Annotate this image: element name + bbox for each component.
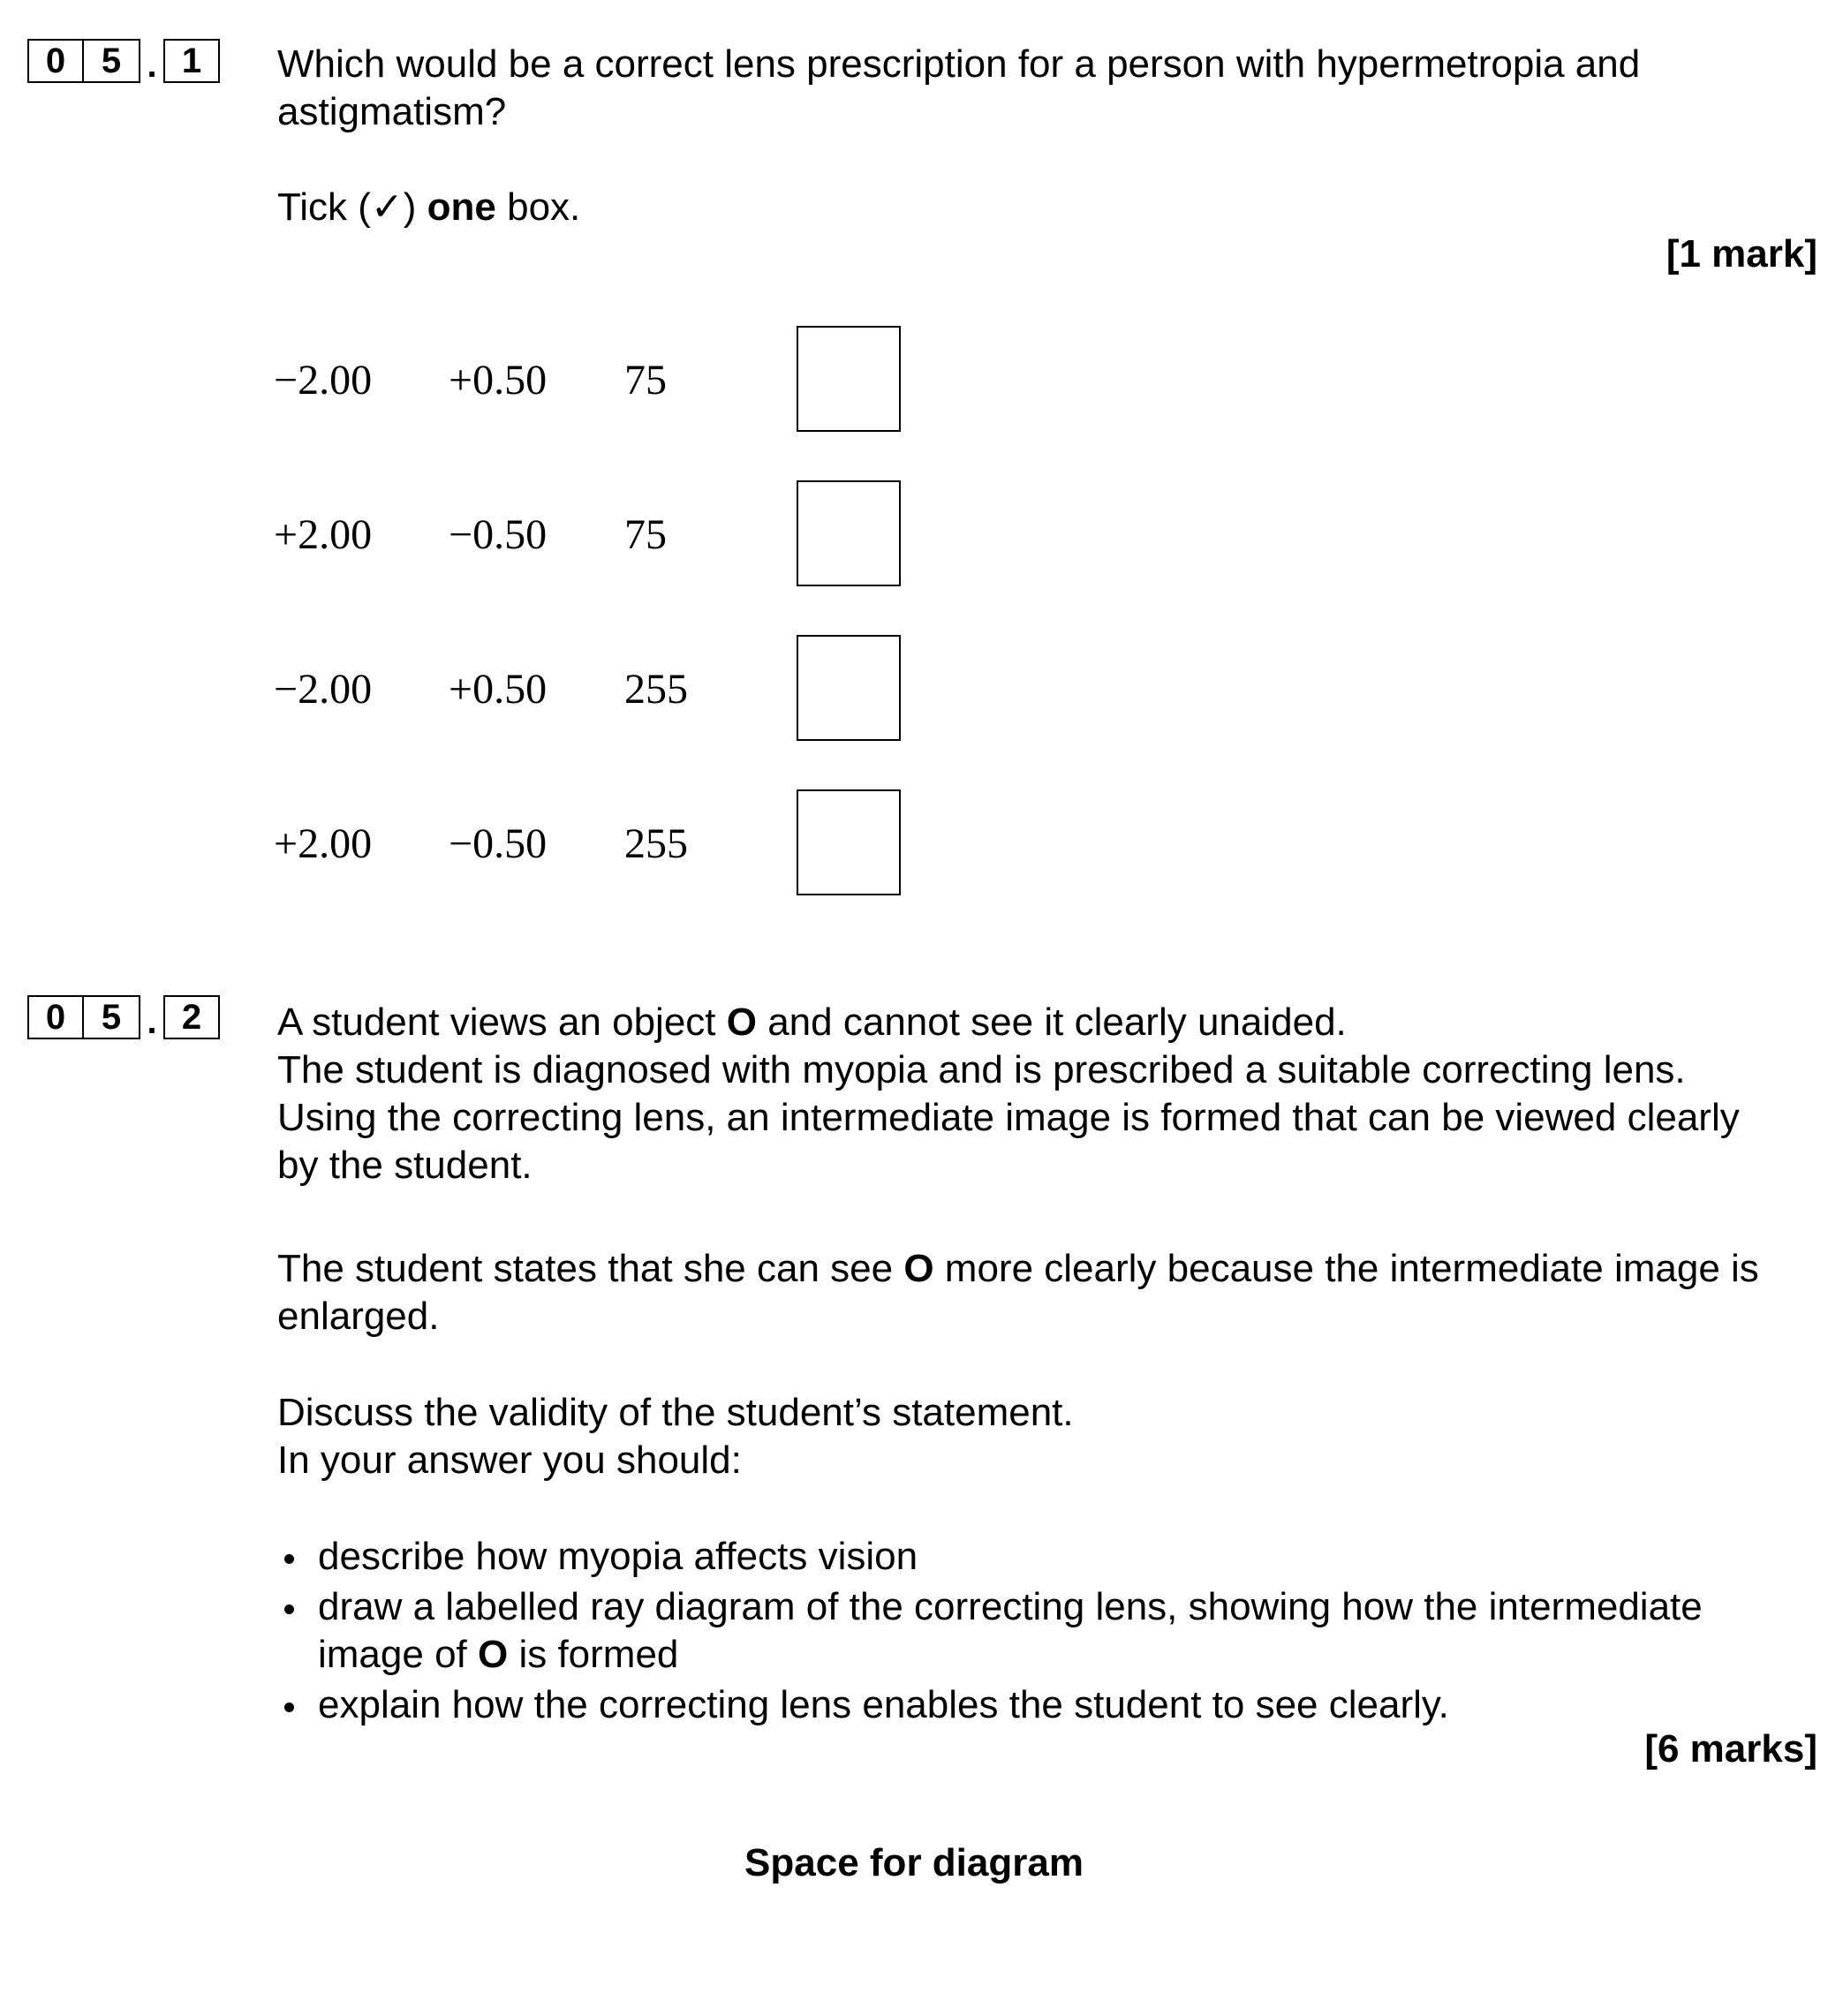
question-number-digit: 0 <box>27 39 84 83</box>
option-cylinder: +0.50 <box>449 357 548 404</box>
paragraph-line: A student views an object O and cannot see it clearly unaided. <box>277 1000 1347 1044</box>
question-number-05-2 <box>27 993 220 1041</box>
instruction-05-1: Tick (✓) one box. <box>277 185 581 229</box>
paragraph-line: The student is diagnosed with myopia and is prescribed a suitable correcting lens. <box>277 1048 1686 1091</box>
answer-guidance-list <box>277 1533 1814 1732</box>
question-number-digit: 5 <box>84 39 140 83</box>
option-axis: 255 <box>624 820 688 867</box>
option-sphere: +2.00 <box>274 511 373 558</box>
marks-05-1: [1 mark] <box>1666 232 1817 276</box>
option-sphere: −2.00 <box>274 357 373 404</box>
tick-box-option-3[interactable] <box>797 635 901 741</box>
paragraph-line: Using the correcting lens, an intermediate image is formed that can be viewed clearly <box>277 1096 1740 1139</box>
question-number-dot: . <box>147 46 157 85</box>
question-text-05-2-paragraph-2 <box>277 1245 1759 1340</box>
question-text-05-1 <box>277 41 1640 136</box>
option-axis: 255 <box>624 666 688 713</box>
question-line: Which would be a correct lens prescription for a person with hypermetropia and <box>277 42 1641 86</box>
paragraph-line: The student states that she can see O more clearly because the intermediate image is <box>277 1247 1759 1290</box>
list-item: draw a labelled ray diagram of the correcting lens, showing how the intermediate image of O is formed <box>277 1583 1814 1679</box>
list-item: explain how the correcting lens enables the student to see clearly. <box>277 1681 1814 1729</box>
option-cylinder: +0.50 <box>449 666 548 713</box>
tick-box-option-1[interactable] <box>797 326 901 432</box>
option-cylinder: −0.50 <box>449 511 548 558</box>
question-text-05-2-paragraph-3 <box>277 1389 1074 1484</box>
paragraph-line: by the student. <box>277 1144 533 1187</box>
paragraph-line: Discuss the validity of the student’s statement. <box>277 1391 1074 1434</box>
question-number-digit: 1 <box>163 39 220 83</box>
question-number-05-1 <box>27 37 220 85</box>
question-text-05-2-paragraph-1 <box>277 999 1740 1189</box>
option-axis: 75 <box>624 357 667 404</box>
question-number-dot: . <box>147 1002 157 1041</box>
paragraph-line: In your answer you should: <box>277 1438 742 1482</box>
tick-box-option-2[interactable] <box>797 480 901 586</box>
question-line: astigmatism? <box>277 90 507 133</box>
tick-box-option-4[interactable] <box>797 789 901 895</box>
question-number-digit: 2 <box>163 995 220 1039</box>
option-sphere: −2.00 <box>274 666 373 713</box>
option-sphere: +2.00 <box>274 820 373 867</box>
diagram-space-label: Space for diagram <box>744 1841 1084 1884</box>
marks-05-2: [6 marks] <box>1644 1727 1817 1771</box>
paragraph-line: enlarged. <box>277 1295 440 1338</box>
list-item: describe how myopia affects vision <box>277 1533 1814 1581</box>
option-cylinder: −0.50 <box>449 820 548 867</box>
question-number-digit: 0 <box>27 995 84 1039</box>
question-number-digit: 5 <box>84 995 140 1039</box>
option-axis: 75 <box>624 511 667 558</box>
